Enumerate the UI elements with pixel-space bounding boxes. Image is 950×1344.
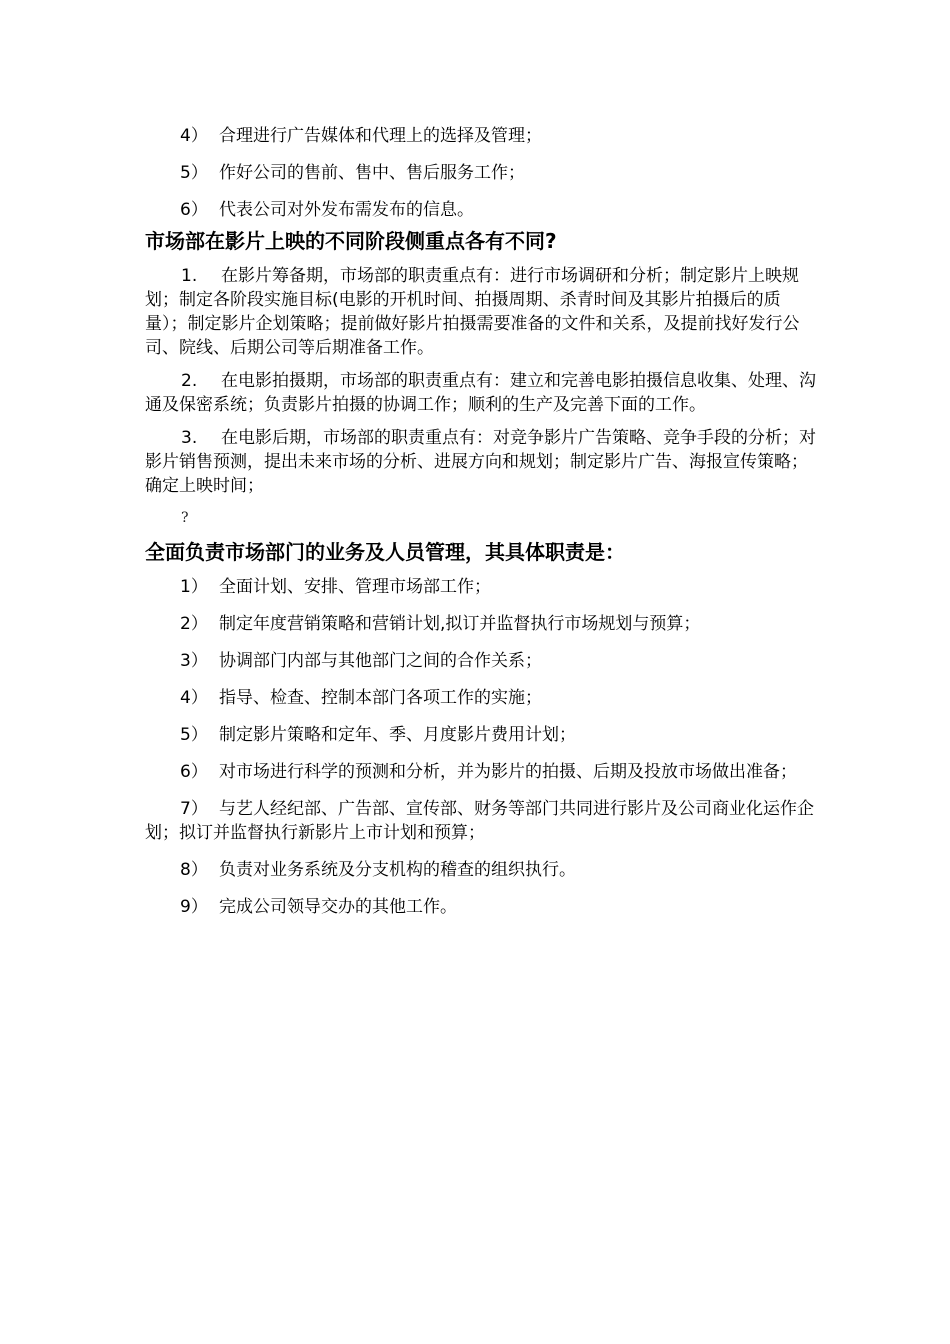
list-item bbox=[145, 895, 820, 919]
list-item bbox=[145, 858, 820, 882]
list-item bbox=[145, 161, 820, 185]
list-number: 5） bbox=[180, 725, 208, 745]
list-text: 合理进行广告媒体和代理上的选择及管理； bbox=[219, 126, 542, 146]
paragraph-number: 1. bbox=[181, 266, 198, 286]
list-text: 完成公司领导交办的其他工作。 bbox=[219, 897, 457, 917]
list-text: 代表公司对外发布需发布的信息。 bbox=[219, 200, 474, 220]
list-item bbox=[145, 612, 820, 636]
list-text: 制定年度营销策略和营销计划,拟订并监督执行市场规划与预算； bbox=[219, 614, 701, 634]
list-number: 5） bbox=[180, 163, 208, 183]
list-text: 作好公司的售前、售中、售后服务工作； bbox=[219, 163, 525, 183]
list-item bbox=[145, 760, 820, 784]
list-number: 9） bbox=[180, 897, 208, 917]
placeholder-marker: ? bbox=[181, 510, 189, 526]
list-text: 与艺人经纪部、广告部、宣传部、财务等部门共同进行影片及公司商业化运作企划；拟订并监督执行新影片上市计划和预算； bbox=[145, 799, 814, 843]
paragraph-text: 在影片筹备期，市场部的职责重点有：进行市场调研和分析；制定影片上映规划；制定各阶段实施目标(电影的开机时间、拍摄周期、杀青时间及其影片拍摄后的质量）；制定影片企划策略；提前做好影片拍摄需要准备的文件和关系，及提前找好发行公司、院线、后期公司等后期准备工作。 bbox=[145, 266, 800, 358]
list-number: 7） bbox=[180, 799, 208, 819]
list-item bbox=[145, 124, 820, 148]
list-item bbox=[145, 723, 820, 747]
list-number: 3） bbox=[180, 651, 208, 671]
list-text: 指导、检查、控制本部门各项工作的实施； bbox=[219, 688, 542, 708]
section-heading: 全面负责市场部门的业务及人员管理，其具体职责是： bbox=[145, 540, 625, 564]
paragraph bbox=[145, 369, 820, 417]
paragraph-text: 在电影后期，市场部的职责重点有：对竞争影片广告策略、竞争手段的分析；对影片销售预测，提出未来市场的分析、进展方向和规划；制定影片广告、海报宣传策略；确定上映时间； bbox=[145, 428, 816, 496]
paragraph bbox=[145, 426, 820, 498]
list-number: 6） bbox=[180, 762, 208, 782]
paragraph bbox=[145, 264, 820, 360]
list-text: 协调部门内部与其他部门之间的合作关系； bbox=[219, 651, 542, 671]
list-item bbox=[145, 649, 820, 673]
list-item bbox=[145, 575, 820, 599]
list-text: 全面计划、安排、管理市场部工作； bbox=[219, 577, 491, 597]
list-number: 2） bbox=[180, 614, 208, 634]
list-text: 负责对业务系统及分支机构的稽查的组织执行。 bbox=[219, 860, 576, 880]
list-number: 8） bbox=[180, 860, 208, 880]
list-text: 对市场进行科学的预测和分析，并为影片的拍摄、后期及投放市场做出准备； bbox=[219, 762, 797, 782]
list-number: 4） bbox=[180, 126, 208, 146]
list-number: 6） bbox=[180, 200, 208, 220]
list-number: 1） bbox=[180, 577, 208, 597]
section-heading: 市场部在影片上映的不同阶段侧重点各有不同? bbox=[145, 229, 557, 253]
list-item bbox=[145, 797, 820, 845]
paragraph-number: 2. bbox=[181, 371, 198, 391]
list-item bbox=[145, 198, 820, 222]
document-content bbox=[145, 124, 820, 932]
list-text: 制定影片策略和定年、季、月度影片费用计划； bbox=[219, 725, 576, 745]
paragraph-text: 在电影拍摄期，市场部的职责重点有：建立和完善电影拍摄信息收集、处理、沟通及保密系统；负责影片拍摄的协调工作；顺利的生产及完善下面的工作。 bbox=[145, 371, 816, 415]
paragraph-number: 3. bbox=[181, 428, 198, 448]
list-number: 4） bbox=[180, 688, 208, 708]
list-item bbox=[145, 686, 820, 710]
